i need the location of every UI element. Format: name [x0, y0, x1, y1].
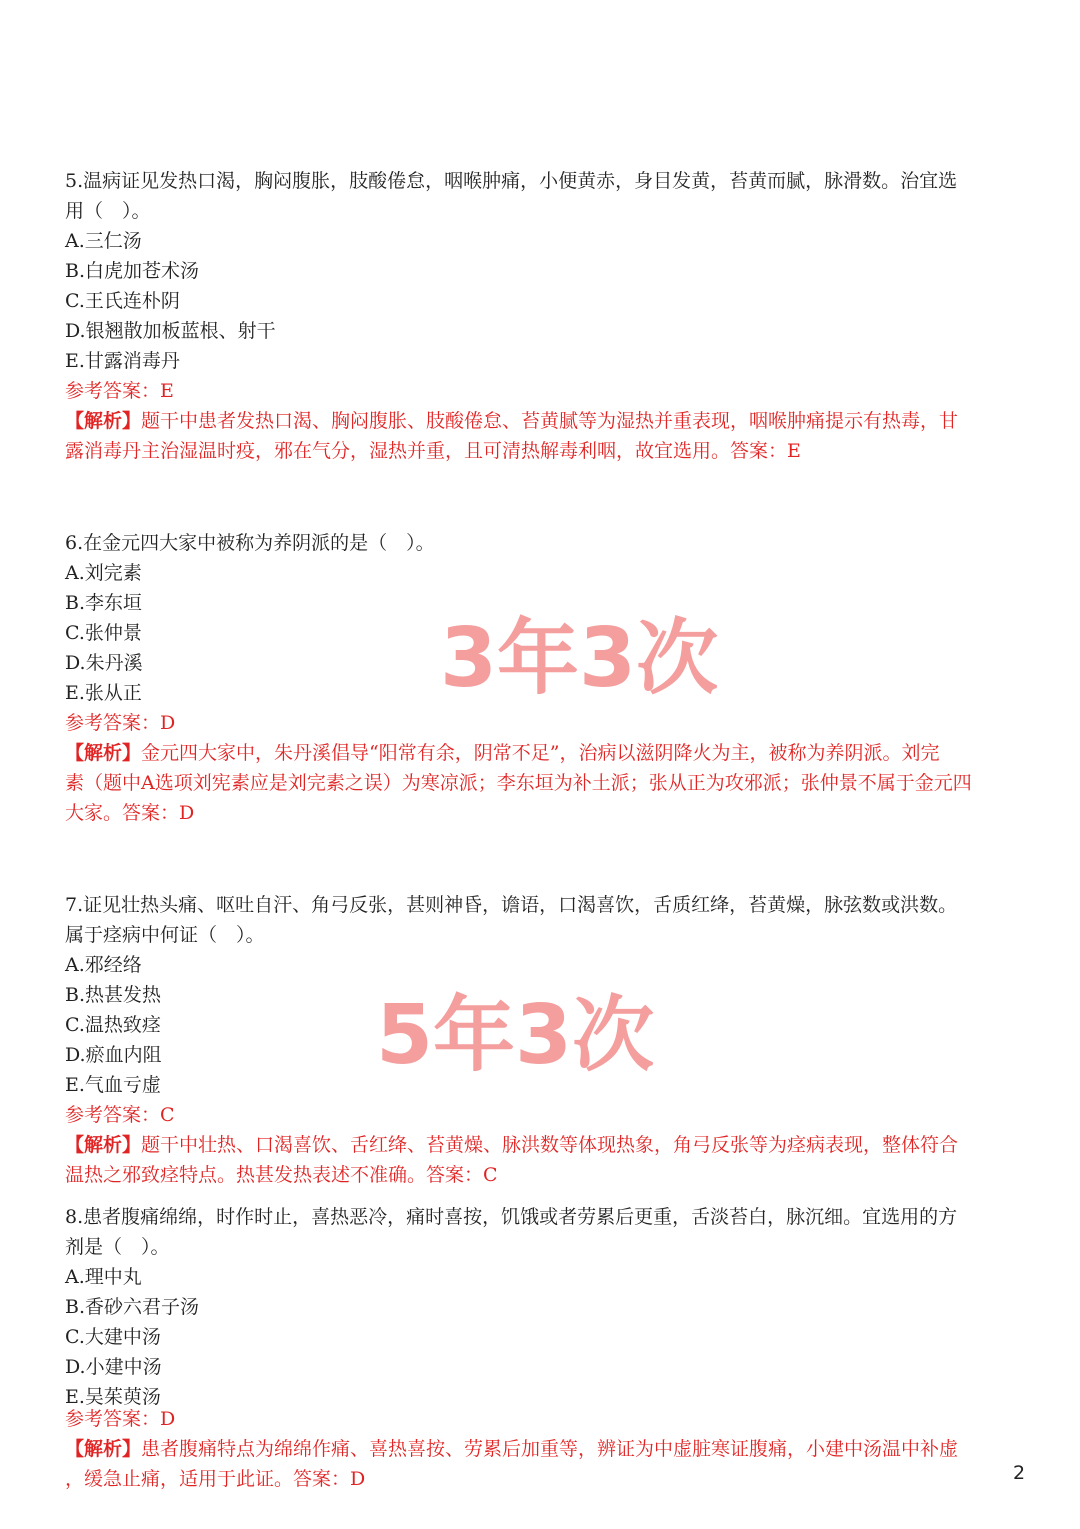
analysis-line — [65, 406, 1015, 436]
option-a: A.邪经络 — [65, 954, 142, 976]
analysis-text: 金元四大家中，朱丹溪倡导“阳常有余，阴常不足”，治病以滋阴降火为主，被称为养阴派。刘完 — [141, 742, 940, 764]
analysis-text: 患者腹痛特点为绵绵作痛、喜热喜按、劳累后加重等，辨证为中虚脏寒证腹痛，小建中汤温中补虚 — [141, 1438, 959, 1460]
option-e: E.吴茱萸汤 — [65, 1386, 161, 1408]
reference-answer: 参考答案：D — [65, 712, 176, 734]
page-number: 2 — [1013, 1462, 1026, 1484]
option-d: D.银翘散加板蓝根、射干 — [65, 320, 276, 342]
analysis-tag: 【解析】 — [65, 742, 142, 764]
question-stem-line: 用（ ）。 — [65, 200, 151, 222]
option-a: A.刘完素 — [65, 562, 142, 584]
option-d: D.朱丹溪 — [65, 652, 143, 674]
option-c: C.王氏连朴阴 — [65, 290, 180, 312]
analysis-tag: 【解析】 — [65, 410, 142, 432]
analysis-line — [65, 738, 1015, 768]
option-d: D.瘀血内阻 — [65, 1044, 162, 1066]
analysis-text: 题干中壮热、口渴喜饮、舌红绛、苔黄燥、脉洪数等体现热象，角弓反张等为痉病表现，整体符合 — [141, 1134, 959, 1156]
analysis-line: 大家。答案：D — [65, 802, 195, 824]
option-b: B.李东垣 — [65, 592, 143, 614]
analysis-text: 题干中患者发热口渴、胸闷腹胀、肢酸倦怠、苔黄腻等为湿热并重表现，咽喉肿痛提示有热毒，甘 — [141, 410, 959, 432]
question-stem-line: 剂是（ ）。 — [65, 1236, 170, 1258]
option-d: D.小建中汤 — [65, 1356, 162, 1378]
reference-answer: 参考答案：D — [65, 1408, 176, 1430]
frequency-watermark: 5年3次 — [376, 988, 655, 1083]
option-c: C.温热致痉 — [65, 1014, 161, 1036]
reference-answer: 参考答案：C — [65, 1104, 175, 1126]
question-stem-line: 8.患者腹痛绵绵，时作时止，喜热恶冷，痛时喜按，饥饿或者劳累后更重，舌淡苔白，脉沉细。宜选用的方 — [65, 1206, 958, 1228]
analysis-tag: 【解析】 — [65, 1438, 142, 1460]
option-b: B.白虎加苍术汤 — [65, 260, 200, 282]
option-e: E.甘露消毒丹 — [65, 350, 180, 372]
analysis-line — [65, 1434, 1015, 1464]
option-e: E.张从正 — [65, 682, 142, 704]
analysis-line: 露消毒丹主治湿温时疫，邪在气分，湿热并重，且可清热解毒利咽，故宜选用。答案：E — [65, 440, 801, 462]
option-c: C.张仲景 — [65, 622, 142, 644]
analysis-line: 素（题中A选项刘宪素应是刘完素之误）为寒凉派；李东垣为补土派；张从正为攻邪派；张仲景不属于金元四 — [65, 772, 972, 794]
question-stem-line: 5.温病证见发热口渴，胸闷腹胀，肢酸倦怠，咽喉肿痛，小便黄赤，身目发黄，苔黄而腻，脉滑数。治宜选 — [65, 170, 958, 192]
reference-answer: 参考答案：E — [65, 380, 174, 402]
option-b: B.香砂六君子汤 — [65, 1296, 200, 1318]
option-a: A.三仁汤 — [65, 230, 142, 252]
analysis-line: ，缓急止痛，适用于此证。答案：D — [65, 1468, 366, 1490]
question-stem-line: 6.在金元四大家中被称为养阴派的是（ ）。 — [65, 532, 435, 554]
question-stem-line: 7.证见壮热头痛、呕吐自汗、角弓反张，甚则神昏，谵语，口渴喜饮，舌质红绛，苔黄燥，脉弦数或洪数。 — [65, 894, 958, 916]
question-stem-line: 属于痉病中何证（ ）。 — [65, 924, 265, 946]
option-b: B.热甚发热 — [65, 984, 162, 1006]
analysis-line: 温热之邪致痉特点。热甚发热表述不准确。答案：C — [65, 1164, 498, 1186]
analysis-line — [65, 1130, 1015, 1160]
option-a: A.理中丸 — [65, 1266, 142, 1288]
frequency-watermark: 3年3次 — [440, 611, 719, 706]
analysis-tag: 【解析】 — [65, 1134, 142, 1156]
option-e: E.气血亏虚 — [65, 1074, 161, 1096]
option-c: C.大建中汤 — [65, 1326, 161, 1348]
